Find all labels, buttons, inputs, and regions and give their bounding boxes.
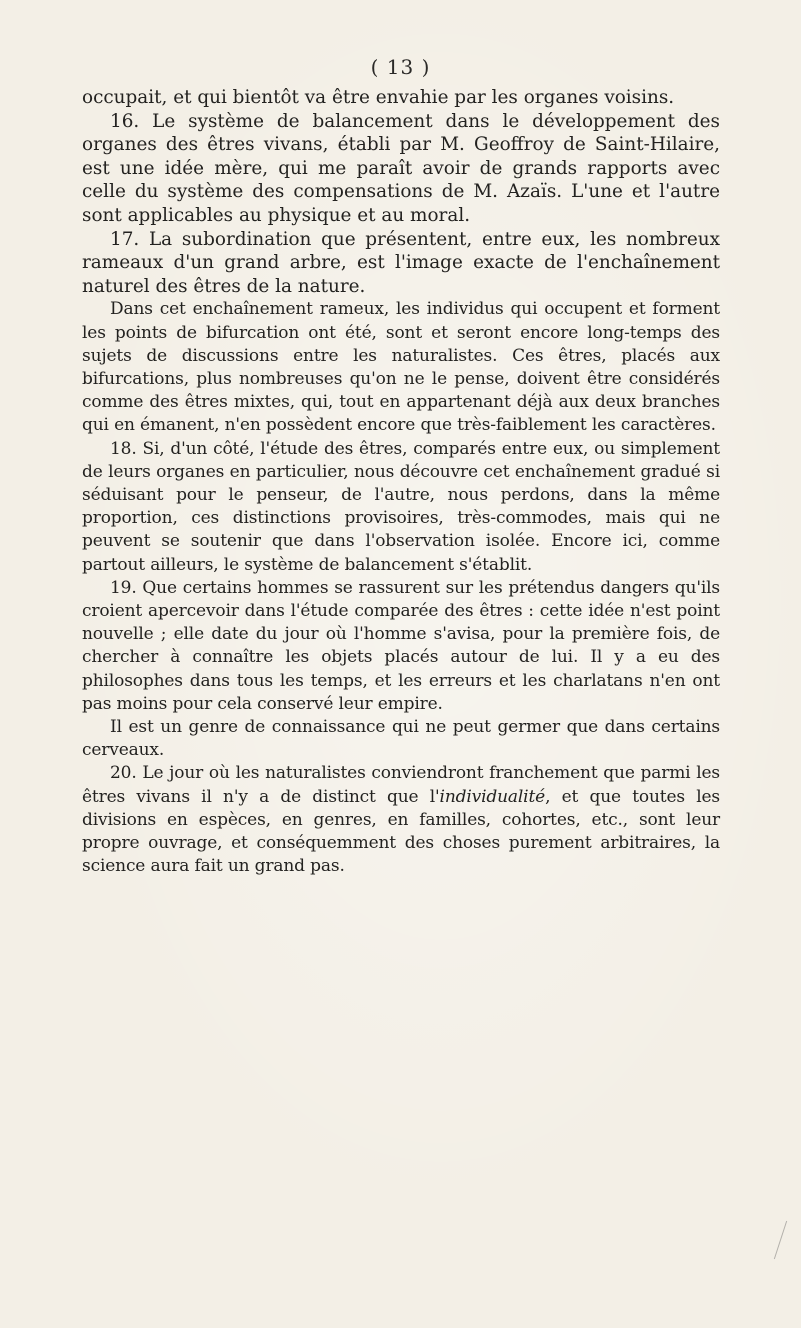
paragraph-continued: occupait, et qui bientôt va être envahie par les organes voisins. xyxy=(82,87,675,108)
body-text xyxy=(82,86,720,878)
paragraph-20-before: 20. Le jour où les naturalistes conviendront franchement que parmi les êtres vivans il n'y a de distinct que l' xyxy=(82,763,720,807)
page-number: ( 13 ) xyxy=(370,55,431,79)
paragraph-16: 16. Le système de balancement dans le développement des organes des êtres vivans, établi par M. Geoffroy de Saint-Hilaire, est une idée mère, qui me paraît avoir de grands rapports avec celle du système des compensations de M. Azaïs. L'une et l'autre sont applicables au physique et au moral. xyxy=(82,110,720,226)
paragraph-20 xyxy=(82,762,720,878)
page-edge-mark xyxy=(774,1221,787,1259)
paragraph-20-after: , et que toutes les divisions en espèces, en genres, en familles, cohortes, etc., sont leur propre ouvrage, et conséquemment des choses purement arbitraires, la science aura fait un grand pas. xyxy=(82,786,720,877)
paragraph-17: 17. La subordination que présentent, entre eux, les nombreux rameaux d'un grand arbre, est l'image exacte de l'enchaînement naturel des êtres de la nature. xyxy=(82,228,720,297)
paragraph-19-continuation: Il est un genre de connaissance qui ne peut germer que dans certains cerveaux. xyxy=(82,717,720,761)
paragraph-17-continuation: Dans cet enchaînement rameux, les individus qui occupent et forment les points de bifurcation ont été, sont et seront encore long-temps des sujets de discussions entre les naturalistes. Ces êtres, placés aux bifurcations, plus nombreuses qu'on ne le pense, doivent être considérés comme des êtres mixtes, qui, tout en appartenant déjà aux deux branches qui en émanent, n'en possèdent encore que très-faiblement les caractères. xyxy=(82,299,720,436)
paragraph-20-italic: individualité xyxy=(439,786,546,807)
paragraph-19: 19. Que certains hommes se rassurent sur les prétendus dangers qu'ils croient apercevoir dans l'étude comparée des êtres : cette idée n'est point nouvelle ; elle date du jour où l'homme s'avisa, pour la première fois, de chercher à connaître les objets placés autour de lui. Il y a eu des philosophes dans tous les temps, et les erreurs et les charlatans n'en ont pas moins pour cela conservé leur empire. xyxy=(82,577,720,714)
paragraph-18: 18. Si, d'un côté, l'étude des êtres, comparés entre eux, ou simplement de leurs organes en particulier, nous découvre cet enchaînement gradué si séduisant pour le penseur, de l'autre, nous perdons, dans la même proportion, ces distinctions provisoires, très-commodes, mais qui ne peuvent se soutenir que dans l'observation isolée. Encore ici, comme partout ailleurs, le système de balancement s'établit. xyxy=(82,438,720,575)
